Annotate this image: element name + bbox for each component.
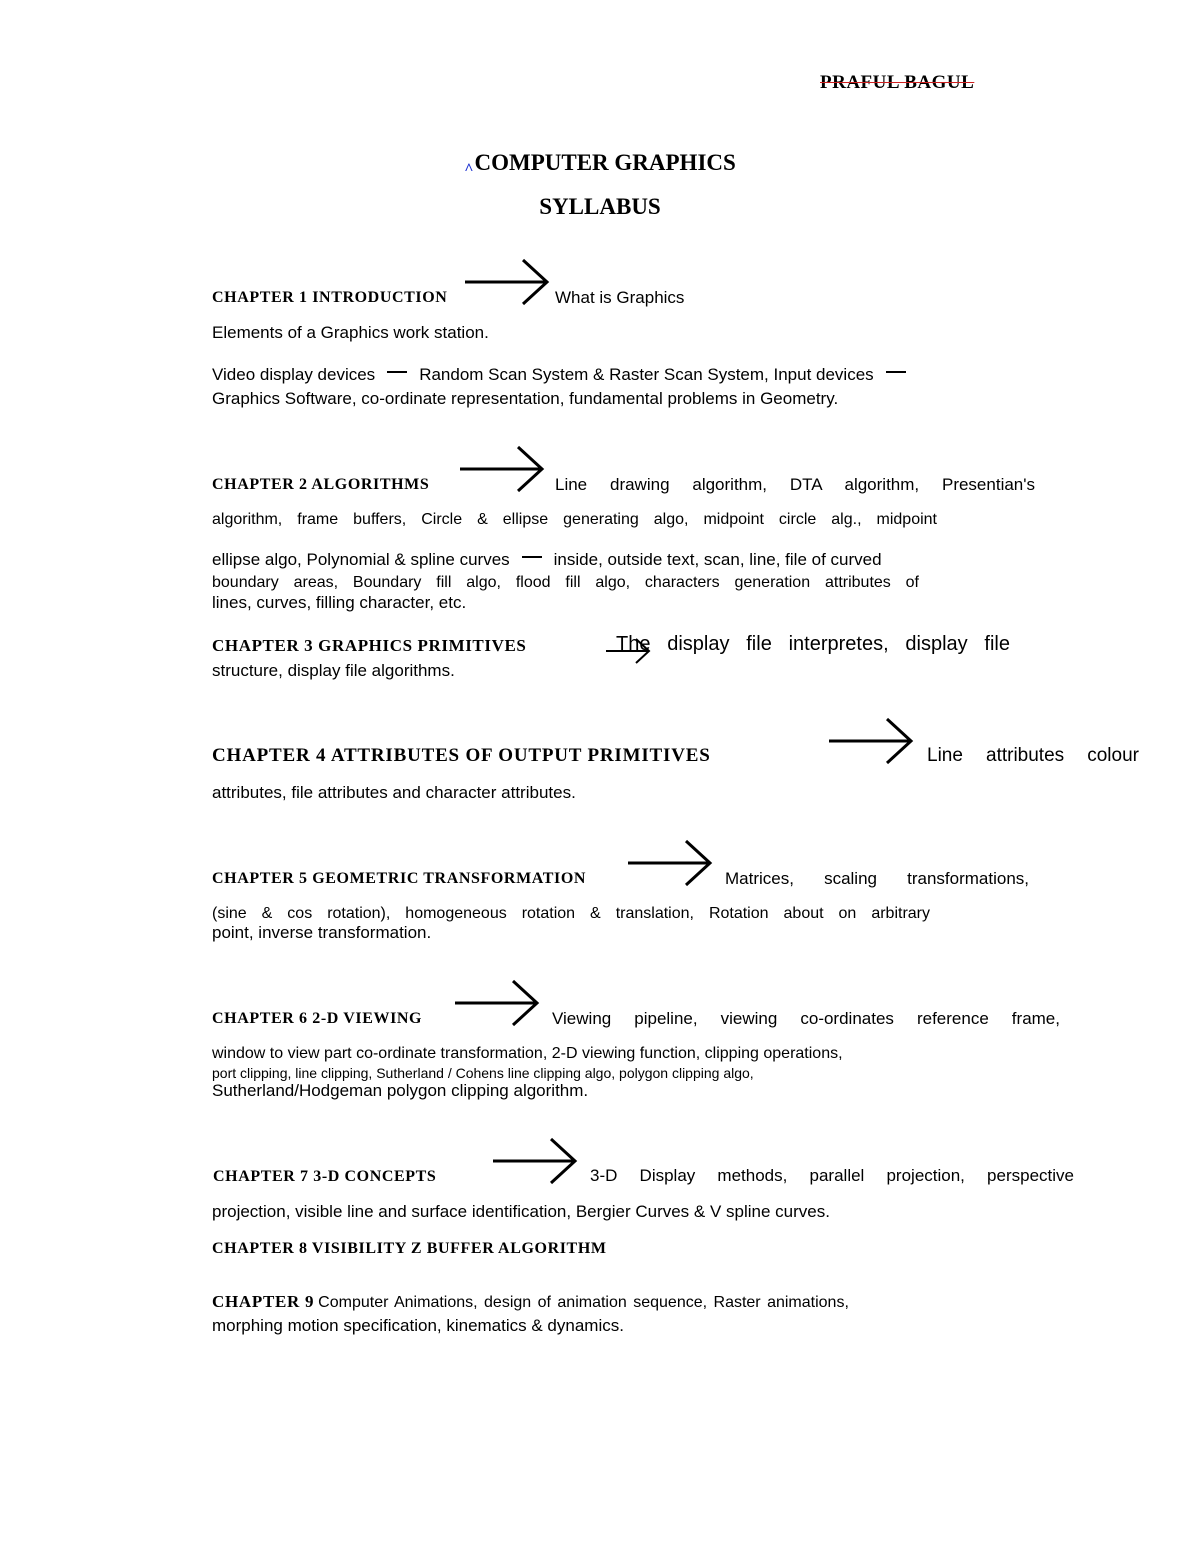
page-title	[0, 150, 1200, 179]
chapter-3-heading: CHAPTER 3 GRAPHICS PRIMITIVES	[212, 636, 527, 655]
chapter-1-heading: CHAPTER 1 INTRODUCTION	[212, 289, 448, 306]
page-subtitle: SYLLABUS	[539, 194, 661, 219]
chapter-1-text: What is Graphics	[555, 288, 685, 307]
chapter-5-line: point, inverse transformation.	[212, 923, 432, 942]
dash-icon	[387, 371, 407, 373]
chapter-1-line	[212, 365, 1002, 385]
chapter-9-text: Computer Animations, design of animation sequence, Raster animations,	[318, 1294, 849, 1311]
chapter-3-text: The display file interpretes, display file	[616, 633, 1010, 655]
chapter-4-line: attributes, file attributes and character attributes.	[212, 783, 576, 802]
chapter-1-line: Graphics Software, co-ordinate representation, fundamental problems in Geometry.	[212, 389, 839, 408]
arrow-icon	[628, 839, 714, 887]
chapter-6-text: Viewing pipeline, viewing co-ordinates reference frame,	[552, 1009, 1060, 1028]
chapter-2-text: Line drawing algorithm, DTA algorithm, Presentian's	[555, 475, 1035, 494]
chapter-4-text: Line attributes colour	[927, 745, 1139, 766]
chapter-1-line: Elements of a Graphics work station.	[212, 323, 489, 342]
chapter-6-line: Sutherland/Hodgeman polygon clipping algorithm.	[212, 1081, 589, 1100]
chapter-6-heading: CHAPTER 6 2-D VIEWING	[212, 1010, 423, 1027]
chapter-5-heading: CHAPTER 5 GEOMETRIC TRANSFORMATION	[212, 870, 587, 887]
chapter-9-heading: CHAPTER 9	[212, 1292, 315, 1311]
chapter-9-line: morphing motion specification, kinematics & dynamics.	[212, 1316, 624, 1335]
chapter-1-text: Video display devices	[212, 365, 376, 384]
chapter-2-heading: CHAPTER 2 ALGORITHMS	[212, 476, 430, 493]
chapter-5-text: Matrices, scaling transformations,	[725, 869, 1029, 888]
chapter-9-line	[212, 1292, 942, 1312]
chapter-3-line: structure, display file algorithms.	[212, 661, 455, 680]
chapter-2-line: algorithm, frame buffers, Circle & ellipse generating algo, midpoint circle alg., midpoint	[212, 511, 937, 528]
chapter-7-text: 3-D Display methods, parallel projection, perspective	[590, 1166, 1074, 1185]
arrow-icon	[460, 445, 546, 493]
chapter-6-line: window to view part co-ordinate transformation, 2-D viewing function, clipping operations,	[212, 1045, 843, 1062]
chapter-1-text: Random Scan System & Raster Scan System, Input devices	[419, 365, 874, 384]
arrow-icon	[829, 717, 915, 765]
chapter-5-line: (sine & cos rotation), homogeneous rotation & translation, Rotation about on arbitrary	[212, 905, 930, 922]
chapter-2-line: lines, curves, filling character, etc.	[212, 593, 467, 612]
caret-icon: ^	[464, 161, 474, 178]
chapter-8-heading: CHAPTER 8 VISIBILITY Z BUFFER ALGORITHM	[212, 1240, 607, 1257]
dash-icon	[522, 556, 542, 558]
chapter-7-heading: CHAPTER 7 3-D CONCEPTS	[213, 1168, 437, 1185]
chapter-2-line: boundary areas, Boundary fill algo, flood fill algo, characters generation attributes of	[212, 574, 919, 591]
author-name: PRAFUL BAGUL	[820, 72, 975, 93]
chapter-2-text: ellipse algo, Polynomial & spline curves	[212, 550, 510, 569]
title-text: COMPUTER GRAPHICS	[474, 150, 736, 175]
dash-icon	[886, 371, 906, 373]
chapter-2-line	[212, 550, 1002, 570]
chapter-2-text: inside, outside text, scan, line, file of curved	[553, 550, 882, 569]
arrow-icon	[455, 979, 541, 1027]
chapter-7-line: projection, visible line and surface identification, Bergier Curves & V spline curves.	[212, 1202, 830, 1221]
chapter-4-heading: CHAPTER 4 ATTRIBUTES OF OUTPUT PRIMITIVES	[212, 745, 711, 766]
chapter-6-line: port clipping, line clipping, Sutherland / Cohens line clipping algo, polygon clipping algo,	[212, 1065, 754, 1081]
arrow-icon	[465, 258, 551, 306]
arrow-icon	[493, 1137, 579, 1185]
